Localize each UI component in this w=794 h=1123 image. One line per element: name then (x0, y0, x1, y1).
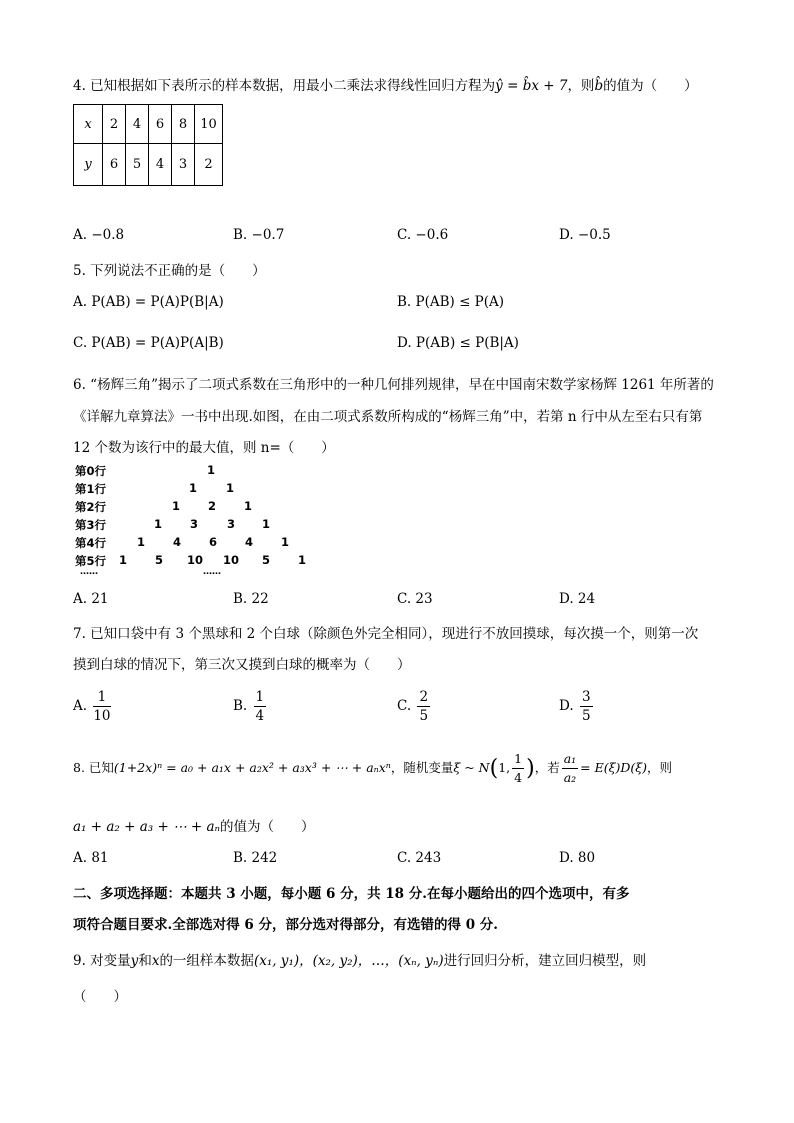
numerator: 1 (93, 688, 110, 707)
fraction (580, 688, 593, 725)
ratio-fraction (562, 750, 578, 787)
q8-line2-tail: 的值为（ ） (219, 819, 315, 835)
triangle-number: 1 (172, 499, 181, 513)
q8-option-b: B. 242 (233, 850, 278, 866)
numerator: 1 (255, 689, 265, 705)
triangle-number: 1 (244, 499, 253, 513)
triangle-number: 5 (262, 553, 271, 567)
triangle-number: 1 (119, 553, 128, 567)
fraction (417, 688, 430, 725)
triangle-number: 1 (207, 463, 216, 477)
q7-line2: 摸到白球的情况下，第三次又摸到白球的概率为（ ） (73, 657, 411, 673)
q8-tail: ，则 (647, 760, 673, 775)
table-cell: 8 (172, 105, 195, 144)
triangle-number: 6 (209, 535, 218, 549)
table-cell: 6 (149, 105, 172, 144)
triangle-number: 1 (298, 553, 307, 567)
row-label: 第3行 (75, 518, 107, 532)
table-cell: 4 (149, 144, 172, 186)
triangle-number: 4 (173, 535, 182, 549)
fraction (93, 688, 110, 725)
table-cell: 2 (103, 105, 126, 144)
table-cell: 6 (103, 144, 126, 186)
triangle-number: 4 (245, 535, 254, 549)
q8-dist: ξ ~ N (453, 760, 490, 775)
q4-tail: ，则 (567, 78, 595, 94)
numerator: a₁ (562, 750, 578, 769)
denominator: a₂ (563, 770, 577, 785)
q7-option-c (397, 688, 432, 725)
row-label: 第5行 (75, 554, 107, 568)
q5-stem: 5. 下列说法不正确的是（ ） (73, 263, 266, 279)
q9-pairs: (x₁, y₁)，(x₂, y₂)，…，(xₙ, yₙ) (253, 953, 444, 969)
q4-stem: 4. 已知根据如下表所示的样本数据，用最小二乘法求得线性回归方程为 (73, 78, 496, 94)
denominator: 10 (93, 708, 111, 724)
row-label: 第1行 (75, 482, 107, 496)
denominator: 4 (514, 770, 523, 785)
table-cell: y (74, 144, 103, 186)
denominator: 5 (419, 708, 429, 724)
triangle-number: 2 (208, 499, 217, 513)
q4-option-d: D. −0.5 (559, 227, 611, 243)
q7-line1: 7. 已知口袋中有 3 个黑球和 2 个白球（除颜色外完全相同），现进行不放回摸球，每次摸一个，则第一次 (73, 626, 699, 642)
q8-mid: ，随机变量 (390, 760, 454, 775)
fraction (512, 750, 524, 787)
q7-option-d (559, 688, 595, 725)
triangle-number: 3 (227, 517, 236, 531)
q6-option-d: D. 24 (559, 591, 596, 607)
triangle-number: 1 (281, 535, 290, 549)
row-label: 第2行 (75, 500, 107, 514)
q8-prefix: 8. 已知 (73, 760, 114, 775)
q9-var-x: x (151, 953, 160, 969)
table-cell: 10 (195, 105, 223, 144)
q8-line2 (73, 815, 314, 835)
q8-rhs: = E(ξ)D(ξ) (580, 760, 648, 775)
q4-tail2: 的值为（ ） (603, 78, 698, 94)
table-row-x (74, 105, 223, 144)
q9-tail: 进行回归分析，建立回归模型，则 (443, 953, 647, 969)
q6-line2: 《详解九章算法》一书中出现.如图，在由二项式系数所构成的“杨辉三角”中，若第 n 行中从左至右只有第 (73, 409, 703, 425)
row-label: 第4行 (75, 536, 107, 550)
table-cell: 2 (195, 144, 223, 186)
q4-data-table (73, 104, 223, 186)
q5-option-a: A. P(AB) = P(A)P(B|A) (73, 294, 224, 310)
q4-stem-line (73, 74, 698, 94)
section-heading-line1: 二、多项选择题：本题共 3 小题，每小题 6 分，共 18 分.在每小题给出的四个选项中，有多 (73, 886, 630, 902)
q8-sum-expr: a₁ + a₂ + a₃ + ⋯ + aₙ (73, 819, 220, 835)
triangle-number: 10 (187, 553, 204, 567)
q6-line3: 12 个数为该行中的最大值，则 n=（ ） (73, 440, 335, 456)
option-letter: A. (73, 698, 88, 714)
triangle-number: 1 (189, 481, 198, 495)
table-row-y (74, 144, 223, 186)
option-letter: D. (559, 698, 574, 714)
q8-option-a: A. 81 (73, 850, 109, 866)
q6-option-c: C. 23 (397, 591, 433, 607)
section-heading-line2: 项符合题目要求.全部选对得 6 分，部分选对得部分，有选错的得 0 分. (73, 917, 498, 933)
triangle-number: 1 (137, 535, 146, 549)
q9-prefix: 9. 对变量 (73, 953, 131, 969)
q9-var-y: y (130, 953, 139, 969)
q7-option-a (73, 688, 113, 725)
triangle-number: 3 (190, 517, 199, 531)
q9-and: 和 (138, 953, 152, 969)
q8-option-d: D. 80 (559, 850, 596, 866)
ellipsis: …… (203, 567, 221, 577)
ellipsis: …… (80, 567, 98, 577)
triangle-number: 5 (155, 553, 164, 567)
triangle-number: 1 (226, 481, 235, 495)
numerator: 2 (419, 689, 429, 705)
q8-option-c: C. 243 (397, 850, 442, 866)
triangle-number: 10 (223, 553, 240, 567)
q8-dist-args: 1, (498, 760, 511, 775)
q9-mid: 的一组样本数据 (159, 953, 254, 969)
row-label: 第0行 (75, 464, 107, 478)
table-cell: 4 (126, 105, 149, 144)
q6-option-a: A. 21 (73, 591, 109, 607)
numerator: 1 (512, 750, 524, 769)
q4-option-c: C. −0.6 (397, 227, 449, 243)
q5-option-b: B. P(AB) ≤ P(A) (397, 294, 505, 310)
option-letter: B. (233, 698, 248, 714)
q8-line1: 8. 已知(1+2x)ⁿ = a₀ + a₁x + a₂x² + a₃x³ + ⋯ + aₙxⁿ，随机变量ξ ~ N(1, $\frac{1}{4}$ )，若 $\frac{\text{a₁}}{\text{a₂}}$ = E(ξ)D(ξ)，则 (73, 751, 673, 785)
table-cell: 5 (126, 144, 149, 186)
q5-option-c: C. P(AB) = P(A)P(A|B) (73, 335, 224, 351)
q7-option-b (233, 688, 268, 725)
q4-equation: ŷ = b̂x + 7 (495, 78, 568, 94)
q4-option-b: B. −0.7 (233, 227, 285, 243)
q8-cond: ，若 (534, 760, 560, 775)
denominator: 5 (581, 708, 591, 724)
q8-expansion: (1+2x)ⁿ = a₀ + a₁x + a₂x² + a₃x³ + ⋯ + aₙxⁿ (113, 760, 391, 775)
q9-line2: （ ） (73, 989, 127, 1005)
q4-bhat: b̂ (594, 78, 604, 94)
q6-line1: 6. “杨辉三角”揭示了二项式系数在三角形中的一种几何排列规律，早在中国南宋数学家杨辉 1261 年所著的 (73, 377, 714, 393)
fraction (254, 688, 267, 725)
denominator: 4 (255, 708, 265, 724)
table-cell: 3 (172, 144, 195, 186)
q4-option-a: A. −0.8 (73, 227, 125, 243)
q9-line1 (73, 949, 646, 969)
q5-option-d: D. P(AB) ≤ P(B|A) (397, 335, 519, 351)
triangle-number: 1 (262, 517, 271, 531)
triangle-number: 1 (154, 517, 163, 531)
numerator: 3 (581, 689, 591, 705)
table-cell: x (74, 105, 103, 144)
q6-option-b: B. 22 (233, 591, 269, 607)
option-letter: C. (397, 698, 412, 714)
